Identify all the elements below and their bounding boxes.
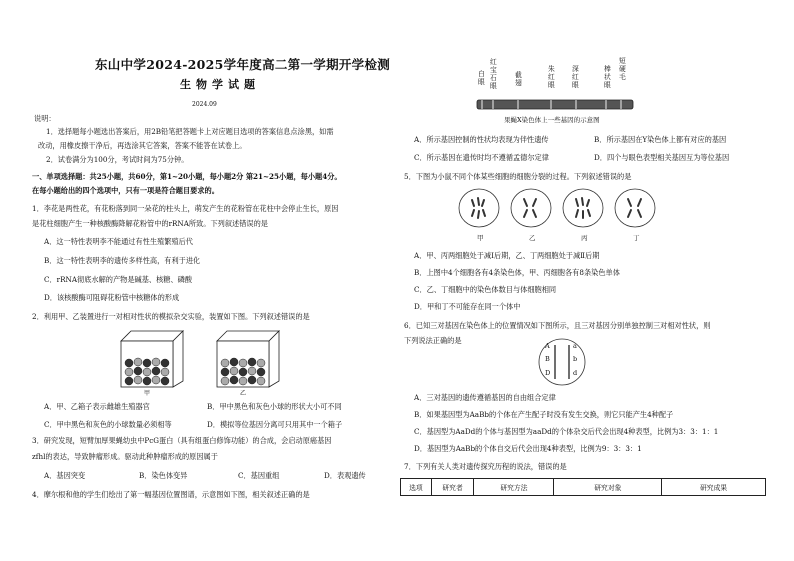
q7-stem: 7．下列有关人类对遗传探究历程的说法，错误的是 <box>404 462 567 471</box>
chromosome-caption: 果蝇X染色体上一些基因的示意图 <box>504 116 600 124</box>
q1-option-a: A．这一特性表明李不能通过有性生殖繁殖后代 <box>44 237 193 246</box>
table-header-cell: 研究者 <box>431 479 474 496</box>
box-yi-figure <box>212 327 282 389</box>
q3-stem-line1: 3．研究发现，短臂加厚果蝇幼虫中PcG蛋白（具有组蛋白修饰功能）的合成，会启动原癌基因 <box>32 436 332 445</box>
q4-option-a: A．所示基因控制的性状均表现为伴性遗传 <box>414 135 549 144</box>
q3-option-a: A．基因突变 <box>44 471 86 480</box>
q7-table <box>400 478 766 496</box>
cell-label-3: 丙 <box>581 234 588 242</box>
table-header-row <box>401 479 766 496</box>
q5-option-a: A．甲、丙两细胞处于减Ⅰ后期，乙、丁两细胞处于减Ⅱ后期 <box>414 251 600 260</box>
box-jia-label: 甲 <box>144 390 151 397</box>
q2-option-a: A．甲、乙箱子表示雌雄生殖器官 <box>44 402 150 411</box>
instruction-2: 2．试卷满分为100分，考试时间为75分钟。 <box>46 155 189 164</box>
q6-option-d: D．基因型为AaBb的个体自交后代会出现4种表型，比例为9：3：3：1 <box>414 444 642 453</box>
table-header-cell: 选项 <box>401 479 432 496</box>
gene-label-6: 棒状眼 <box>604 65 611 89</box>
cell-label-4: 丁 <box>633 234 640 242</box>
q3-option-b: B．染色体变异 <box>139 471 188 480</box>
q5-option-b: B．上图中4个细胞各有4条染色体，甲、丙细胞各有8条染色单体 <box>414 268 620 277</box>
box-jia-figure <box>116 327 186 389</box>
q2-option-d: D．模拟等位基因分离可只用其中一个箱子 <box>207 420 343 429</box>
q3-option-d: D．表观遗传 <box>324 471 366 480</box>
gene-label-2: 红宝石眼 <box>490 58 497 90</box>
q4-stem: 4．摩尔根和他的学生们绘出了第一幅基因位置图谱，示意图如下图，相关叙述正确的是 <box>32 490 310 499</box>
box-yi-label: 乙 <box>240 390 247 397</box>
q4-option-d: D．四个与眼色表型相关基因互为等位基因 <box>594 153 730 162</box>
q4-option-c: C．所示基因在遗传时均不遵循孟德尔定律 <box>414 153 549 162</box>
instruction-1a: 1．选择题每小题选出答案后，用2B铅笔把答题卡上对应题目选项的答案信息点涂黑，如需 <box>46 127 334 136</box>
x-chromosome-bar <box>476 98 636 112</box>
q6-option-b: B．如果基因型为AaBb的个体在产生配子时没有发生交换，则它只能产生4种配子 <box>414 410 674 419</box>
q2-option-c: C．甲中黑色和灰色的小球数量必须相等 <box>44 420 172 429</box>
q4-option-b: B．所示基因在Y染色体上都有对应的基因 <box>594 135 727 144</box>
q2-option-b: B．甲中黑色和灰色小球的形状大小可不同 <box>207 402 342 411</box>
gene-label-4: 朱红眼 <box>548 65 555 89</box>
table-header-cell: 研究方法 <box>474 479 554 496</box>
gene-label-7: 短硬毛 <box>619 57 626 81</box>
instructions-label: 说明： <box>34 114 56 123</box>
gene-B: B <box>545 355 550 363</box>
gene-label-5: 深红眼 <box>572 65 579 89</box>
cell-label-1: 甲 <box>477 234 484 242</box>
gene-d: d <box>573 369 578 377</box>
q5-option-c: C．乙、丁细胞中的染色体数目与体细胞相同 <box>414 285 557 294</box>
q1-option-d: D．该核酸酶可阻碍花粉管中核糖体的形成 <box>44 293 180 302</box>
gene-A: A <box>545 342 550 350</box>
exam-date: 2024.09 <box>192 101 217 108</box>
exam-subtitle: 生物学试题 <box>180 78 260 91</box>
q1-option-b: B．这一特性表明李的遗传多样性高，有利于进化 <box>44 256 201 265</box>
cell-label-2: 乙 <box>529 234 536 242</box>
exam-title: 东山中学2024-2025学年度高二第一学期开学检测 <box>95 57 391 72</box>
table-header-cell: 研究对象 <box>554 479 662 496</box>
gene-a: a <box>573 342 577 350</box>
q6-option-c: C．基因型为AaDd的个体与基因型为aaDd的个体杂交后代会出现4种表型，比例为3：3：1：1 <box>414 427 719 436</box>
gene-label-1: 白眼 <box>478 70 485 86</box>
q6-stem-line1: 6．已知三对基因在染色体上的位置情况如下图所示，且三对基因分别单独控制三对相对性状，则 <box>404 321 711 330</box>
q3-stem-line2: zfhl的表达，导致肿瘤形成。驱动此种肿瘤形成的原因属于 <box>32 452 218 461</box>
q1-stem-line2: 是花柱细胞产生一种核酸酶降解花粉管中的rRNA所致。下列叙述错误的是 <box>32 219 268 228</box>
q5-stem: 5．下图为小鼠不同个体某些细胞的细胞分裂的过程。下列叙述错误的是 <box>404 172 632 181</box>
q6-stem-line2: 下列说法正确的是 <box>404 336 462 345</box>
q6-option-a: A．三对基因的遗传遵循基因的自由组合定律 <box>414 393 556 402</box>
q2-stem: 2．利用甲、乙装置进行一对相对性状的模拟杂交实验，装置如下图。下列叙述错误的是 <box>32 312 310 321</box>
q3-option-c: C．基因重组 <box>238 471 280 480</box>
table-header-cell: 研究成果 <box>662 479 766 496</box>
gene-b: b <box>573 355 578 363</box>
cell-division-figure <box>454 186 674 232</box>
instruction-1b: 改动，用橡皮擦干净后，再选涂其它答案，答案不能答在试卷上。 <box>38 141 247 150</box>
q1-option-c: C．rRNA彻底水解的产物是碱基、核糖、磷酸 <box>44 275 193 284</box>
gene-label-3: 截翅 <box>515 71 522 87</box>
q1-stem-line1: 1．李花是两性花，有花粉落到同一朵花的柱头上，萌发产生的花粉管在花柱中会停止生长，原因 <box>32 204 339 213</box>
q5-option-d: D．甲和丁不可能存在同一个体中 <box>414 302 521 311</box>
section-header-2: 在每小题给出的四个选项中，只有一项是符合题目要求的。 <box>32 186 219 195</box>
gene-D: D <box>545 369 551 377</box>
section-header-1: 一、单项选择题：共25小题，共60分，第1~20小题，每小题2分 第21~25小题，每小题4分。 <box>32 172 342 181</box>
